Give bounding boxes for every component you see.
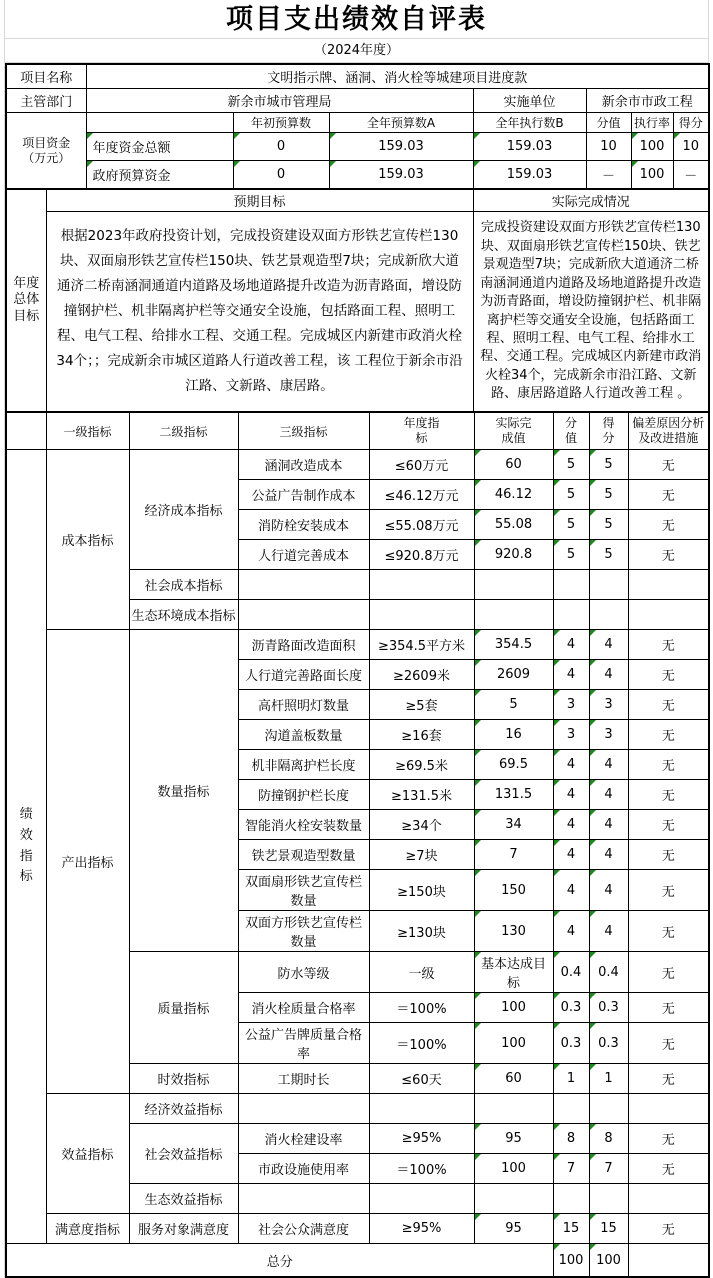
funds-score-value: － (586, 161, 631, 190)
row-score-value: 0.3 (553, 993, 589, 1023)
header-target: 年度指标 (369, 412, 474, 450)
empty-cell (369, 600, 474, 630)
row-actual: 100 (474, 1154, 553, 1184)
header-score-value: 分值 (553, 412, 589, 450)
row-score-value: 5 (553, 540, 589, 570)
empty-cell (628, 600, 709, 630)
page-title: 项目支出绩效自评表 (5, 2, 708, 39)
funds-executed: 159.03 (473, 133, 586, 161)
empty-cell (553, 600, 589, 630)
row-actual: 130 (474, 911, 553, 952)
l2-econ-cost: 经济成本指标 (129, 450, 238, 570)
empty-cell (238, 1094, 369, 1124)
row-name: 机非隔离护栏长度 (238, 750, 369, 780)
impl-unit-value: 新余市市政工程 (586, 89, 709, 113)
row-target: ≥5套 (369, 690, 474, 720)
row-name: 市政设施使用率 (238, 1154, 369, 1184)
l1-satisfaction: 满意度指标 (46, 1214, 129, 1244)
row-score-value: 5 (553, 480, 589, 510)
row-score: 3 (589, 720, 628, 750)
row-deviation: 无 (628, 1214, 709, 1244)
row-name: 高杆照明灯数量 (238, 690, 369, 720)
indicator-table (5, 411, 710, 1278)
row-actual: 7 (474, 840, 553, 870)
info-funds-table (5, 63, 710, 190)
empty-cell (553, 1094, 589, 1124)
row-score-value: 4 (553, 750, 589, 780)
row-name: 沥青路面改造面积 (238, 630, 369, 660)
row-score-value: 4 (553, 780, 589, 810)
funds-budget: 159.03 (329, 133, 473, 161)
row-name: 消防栓安装成本 (238, 510, 369, 540)
row-name: 防撞钢护栏长度 (238, 780, 369, 810)
l2-eco-benefit: 生态效益指标 (129, 1184, 238, 1214)
funds-header-rate: 执行率 (631, 113, 673, 133)
empty-cell (628, 1184, 709, 1214)
row-actual: 354.5 (474, 630, 553, 660)
l2-social-benefit: 社会效益指标 (129, 1124, 238, 1184)
empty-cell (628, 570, 709, 600)
total-label: 总分 (6, 1244, 553, 1278)
sheet (4, 0, 709, 1278)
empty-cell (6, 412, 46, 450)
row-score: 4 (589, 840, 628, 870)
empty-cell (589, 1184, 628, 1214)
empty-cell (474, 600, 553, 630)
row-score-value: 15 (553, 1214, 589, 1244)
row-name: 涵洞改造成本 (238, 450, 369, 480)
row-target: ＝100% (369, 993, 474, 1023)
row-score-value: 4 (553, 810, 589, 840)
total-score: 100 (589, 1244, 628, 1278)
actual-completion-text: 完成投资建设双面方形铁艺宣传栏130块、双面扇形铁艺宣传栏150块、铁艺景观造型7块；完成新欣大道通济二桥南涵洞通道内道路及场地道路提升改造为沥青路面，增设防撞钢护栏、机非隔离护栏等交通安全设施，包括路面工程、照明工程、电气工程、给排水工程、交通工程。完成城区内新建市政消火栓34个，完成新余市沿江路、文新路、康居路道路人行道改善工程 。 (473, 212, 709, 413)
empty-cell (553, 1184, 589, 1214)
dept-label: 主管部门 (6, 89, 86, 113)
funds-score: － (673, 161, 709, 190)
funds-score: 10 (673, 133, 709, 161)
funds-header-initial: 年初预算数 (233, 113, 329, 133)
row-actual: 150 (474, 870, 553, 911)
funds-row-label: 政府预算资金 (86, 161, 233, 190)
row-score: 0.3 (589, 993, 628, 1023)
impl-unit-label: 实施单位 (473, 89, 586, 113)
row-target: ≥69.5米 (369, 750, 474, 780)
row-name: 智能消火栓安装数量 (238, 810, 369, 840)
row-name: 工期时长 (238, 1064, 369, 1094)
funds-budget: 159.03 (329, 161, 473, 190)
annual-goal-table (5, 188, 710, 413)
funds-rate: 100 (631, 161, 673, 190)
funds-header-budget: 全年预算数A (329, 113, 473, 133)
row-deviation: 无 (628, 690, 709, 720)
funds-initial: 0 (233, 161, 329, 190)
empty-cell (86, 113, 233, 133)
row-name: 消火栓建设率 (238, 1124, 369, 1154)
l1-benefit: 效益指标 (46, 1094, 129, 1214)
row-target: ≤46.12万元 (369, 480, 474, 510)
l2-econ-benefit: 经济效益指标 (129, 1094, 238, 1124)
row-score: 4 (589, 630, 628, 660)
l2-eco-cost: 生态环境成本指标 (129, 600, 238, 630)
row-name: 消火栓质量合格率 (238, 993, 369, 1023)
project-name-label: 项目名称 (6, 64, 86, 89)
row-target: ≥95% (369, 1214, 474, 1244)
empty-cell (369, 570, 474, 600)
row-deviation: 无 (628, 450, 709, 480)
row-deviation: 无 (628, 660, 709, 690)
performance-indicator-vertical-label: 绩效指标 (6, 450, 46, 1244)
row-score-value: 7 (553, 1154, 589, 1184)
row-actual: 5 (474, 690, 553, 720)
row-actual: 100 (474, 1023, 553, 1064)
row-score-value: 3 (553, 690, 589, 720)
row-actual: 46.12 (474, 480, 553, 510)
actual-completion-header: 实际完成情况 (473, 189, 709, 212)
row-score: 5 (589, 540, 628, 570)
row-score-value: 5 (553, 450, 589, 480)
row-score: 0.4 (589, 952, 628, 993)
row-name: 铁艺景观造型数量 (238, 840, 369, 870)
row-score: 4 (589, 870, 628, 911)
row-name: 双面方形铁艺宣传栏数量 (238, 911, 369, 952)
expected-goal-header: 预期目标 (46, 189, 473, 212)
row-name: 人行道完善路面长度 (238, 660, 369, 690)
row-target: ＝100% (369, 1023, 474, 1064)
row-score-value: 0.3 (553, 1023, 589, 1064)
empty-cell (238, 600, 369, 630)
row-score: 4 (589, 660, 628, 690)
row-actual: 60 (474, 1064, 553, 1094)
row-score: 0.3 (589, 1023, 628, 1064)
row-deviation: 无 (628, 720, 709, 750)
empty-cell (589, 1094, 628, 1124)
row-score: 1 (589, 1064, 628, 1094)
empty-cell (628, 1094, 709, 1124)
header-actual: 实际完成值 (474, 412, 553, 450)
expected-goal-text: 根据2023年政府投资计划，完成投资建设双面方形铁艺宣传栏130块、双面扇形铁艺宣传栏150块、铁艺景观造型7块；完成新欣大道通济二桥南涵洞通道内道路及场地道路提升改造为沥青路面，增设防撞钢护栏、机非隔离护栏等交通安全设施，包括路面工程、照明工程、电气工程、给排水工程、交通工程。完成城区内新建市政消火栓34个；；完成新余市城区道路人行道改善工程，该 工程位于新余市沿江路、文新路、康居路。 (46, 212, 473, 413)
row-score-value: 4 (553, 660, 589, 690)
row-target: ≤60万元 (369, 450, 474, 480)
row-target: ≥2609米 (369, 660, 474, 690)
row-score-value: 4 (553, 840, 589, 870)
row-target: ≤920.8万元 (369, 540, 474, 570)
l1-output: 产出指标 (46, 630, 129, 1094)
empty-cell (589, 600, 628, 630)
row-deviation: 无 (628, 1154, 709, 1184)
row-name: 人行道完善成本 (238, 540, 369, 570)
row-score: 4 (589, 810, 628, 840)
empty-cell (474, 570, 553, 600)
row-score: 8 (589, 1124, 628, 1154)
empty-cell (369, 1184, 474, 1214)
row-target: 一级 (369, 952, 474, 993)
empty-cell (474, 1184, 553, 1214)
row-deviation: 无 (628, 510, 709, 540)
row-deviation: 无 (628, 840, 709, 870)
row-score: 15 (589, 1214, 628, 1244)
row-deviation: 无 (628, 1124, 709, 1154)
page-subtitle: （2024年度） (5, 39, 708, 63)
row-score-value: 3 (553, 720, 589, 750)
row-deviation: 无 (628, 480, 709, 510)
funds-row-label: 年度资金总额 (86, 133, 233, 161)
row-score-value: 8 (553, 1124, 589, 1154)
project-name-value: 文明指示牌、涵洞、消火栓等城建项目进度款 (86, 64, 709, 89)
header-deviation: 偏差原因分析及改进措施 (628, 412, 709, 450)
l2-time: 时效指标 (129, 1064, 238, 1094)
row-deviation: 无 (628, 1064, 709, 1094)
row-target: ≥34个 (369, 810, 474, 840)
row-target: ≥95% (369, 1124, 474, 1154)
empty-cell (369, 1094, 474, 1124)
empty-cell (238, 1184, 369, 1214)
row-target: ≥131.5米 (369, 780, 474, 810)
row-target: ≥354.5平方米 (369, 630, 474, 660)
row-score: 4 (589, 780, 628, 810)
empty-cell (238, 570, 369, 600)
funds-initial: 0 (233, 133, 329, 161)
row-score: 4 (589, 750, 628, 780)
empty-cell (589, 570, 628, 600)
row-score: 5 (589, 450, 628, 480)
header-l2: 二级指标 (129, 412, 238, 450)
total-score-value: 100 (553, 1244, 589, 1278)
row-actual: 16 (474, 720, 553, 750)
row-actual: 34 (474, 810, 553, 840)
row-target: ≥130块 (369, 911, 474, 952)
funds-score-value: 10 (586, 133, 631, 161)
funds-header-executed: 全年执行数B (473, 113, 586, 133)
funds-rate: 100 (631, 133, 673, 161)
funds-header-score-value: 分值 (586, 113, 631, 133)
row-target: ≤55.08万元 (369, 510, 474, 540)
row-score: 4 (589, 911, 628, 952)
row-actual: 2609 (474, 660, 553, 690)
row-target: ≥150块 (369, 870, 474, 911)
row-score: 5 (589, 480, 628, 510)
row-target: ≤60天 (369, 1064, 474, 1094)
row-deviation: 无 (628, 540, 709, 570)
empty-cell (628, 1244, 709, 1278)
empty-cell (474, 1094, 553, 1124)
empty-cell (553, 570, 589, 600)
l2-service-satisfaction: 服务对象满意度 (129, 1214, 238, 1244)
l2-social-cost: 社会成本指标 (129, 570, 238, 600)
funds-header-score: 得分 (673, 113, 709, 133)
l2-quality: 质量指标 (129, 952, 238, 1064)
row-target: ≥7块 (369, 840, 474, 870)
header-l3: 三级指标 (238, 412, 369, 450)
row-actual: 100 (474, 993, 553, 1023)
row-deviation: 无 (628, 750, 709, 780)
row-deviation: 无 (628, 993, 709, 1023)
dept-value: 新余市城市管理局 (86, 89, 473, 113)
header-score: 得分 (589, 412, 628, 450)
row-name: 公益广告牌质量合格率 (238, 1023, 369, 1064)
row-target: ≥16套 (369, 720, 474, 750)
annual-goal-label: 年度总体目标 (6, 189, 46, 412)
row-score-value: 1 (553, 1064, 589, 1094)
row-deviation: 无 (628, 780, 709, 810)
funds-label: 项目资金（万元） (6, 113, 86, 190)
row-deviation: 无 (628, 870, 709, 911)
row-score: 7 (589, 1154, 628, 1184)
row-actual: 基本达成目标 (474, 952, 553, 993)
header-l1: 一级指标 (46, 412, 129, 450)
row-name: 防水等级 (238, 952, 369, 993)
row-score: 5 (589, 510, 628, 540)
row-score-value: 4 (553, 870, 589, 911)
row-actual: 95 (474, 1214, 553, 1244)
row-actual: 55.08 (474, 510, 553, 540)
row-deviation: 无 (628, 1023, 709, 1064)
row-deviation: 无 (628, 952, 709, 993)
row-name: 双面扇形铁艺宣传栏数量 (238, 870, 369, 911)
row-score-value: 4 (553, 911, 589, 952)
row-deviation: 无 (628, 630, 709, 660)
funds-executed: 159.03 (473, 161, 586, 190)
row-name: 沟道盖板数量 (238, 720, 369, 750)
row-actual: 95 (474, 1124, 553, 1154)
row-deviation: 无 (628, 911, 709, 952)
row-score-value: 0.4 (553, 952, 589, 993)
row-actual: 60 (474, 450, 553, 480)
row-actual: 131.5 (474, 780, 553, 810)
row-score: 3 (589, 690, 628, 720)
l1-cost: 成本指标 (46, 450, 129, 630)
row-target: ＝100% (369, 1154, 474, 1184)
row-actual: 920.8 (474, 540, 553, 570)
row-score-value: 4 (553, 630, 589, 660)
row-deviation: 无 (628, 810, 709, 840)
l2-quantity: 数量指标 (129, 630, 238, 952)
row-name: 社会公众满意度 (238, 1214, 369, 1244)
row-actual: 69.5 (474, 750, 553, 780)
row-score-value: 5 (553, 510, 589, 540)
row-name: 公益广告制作成本 (238, 480, 369, 510)
